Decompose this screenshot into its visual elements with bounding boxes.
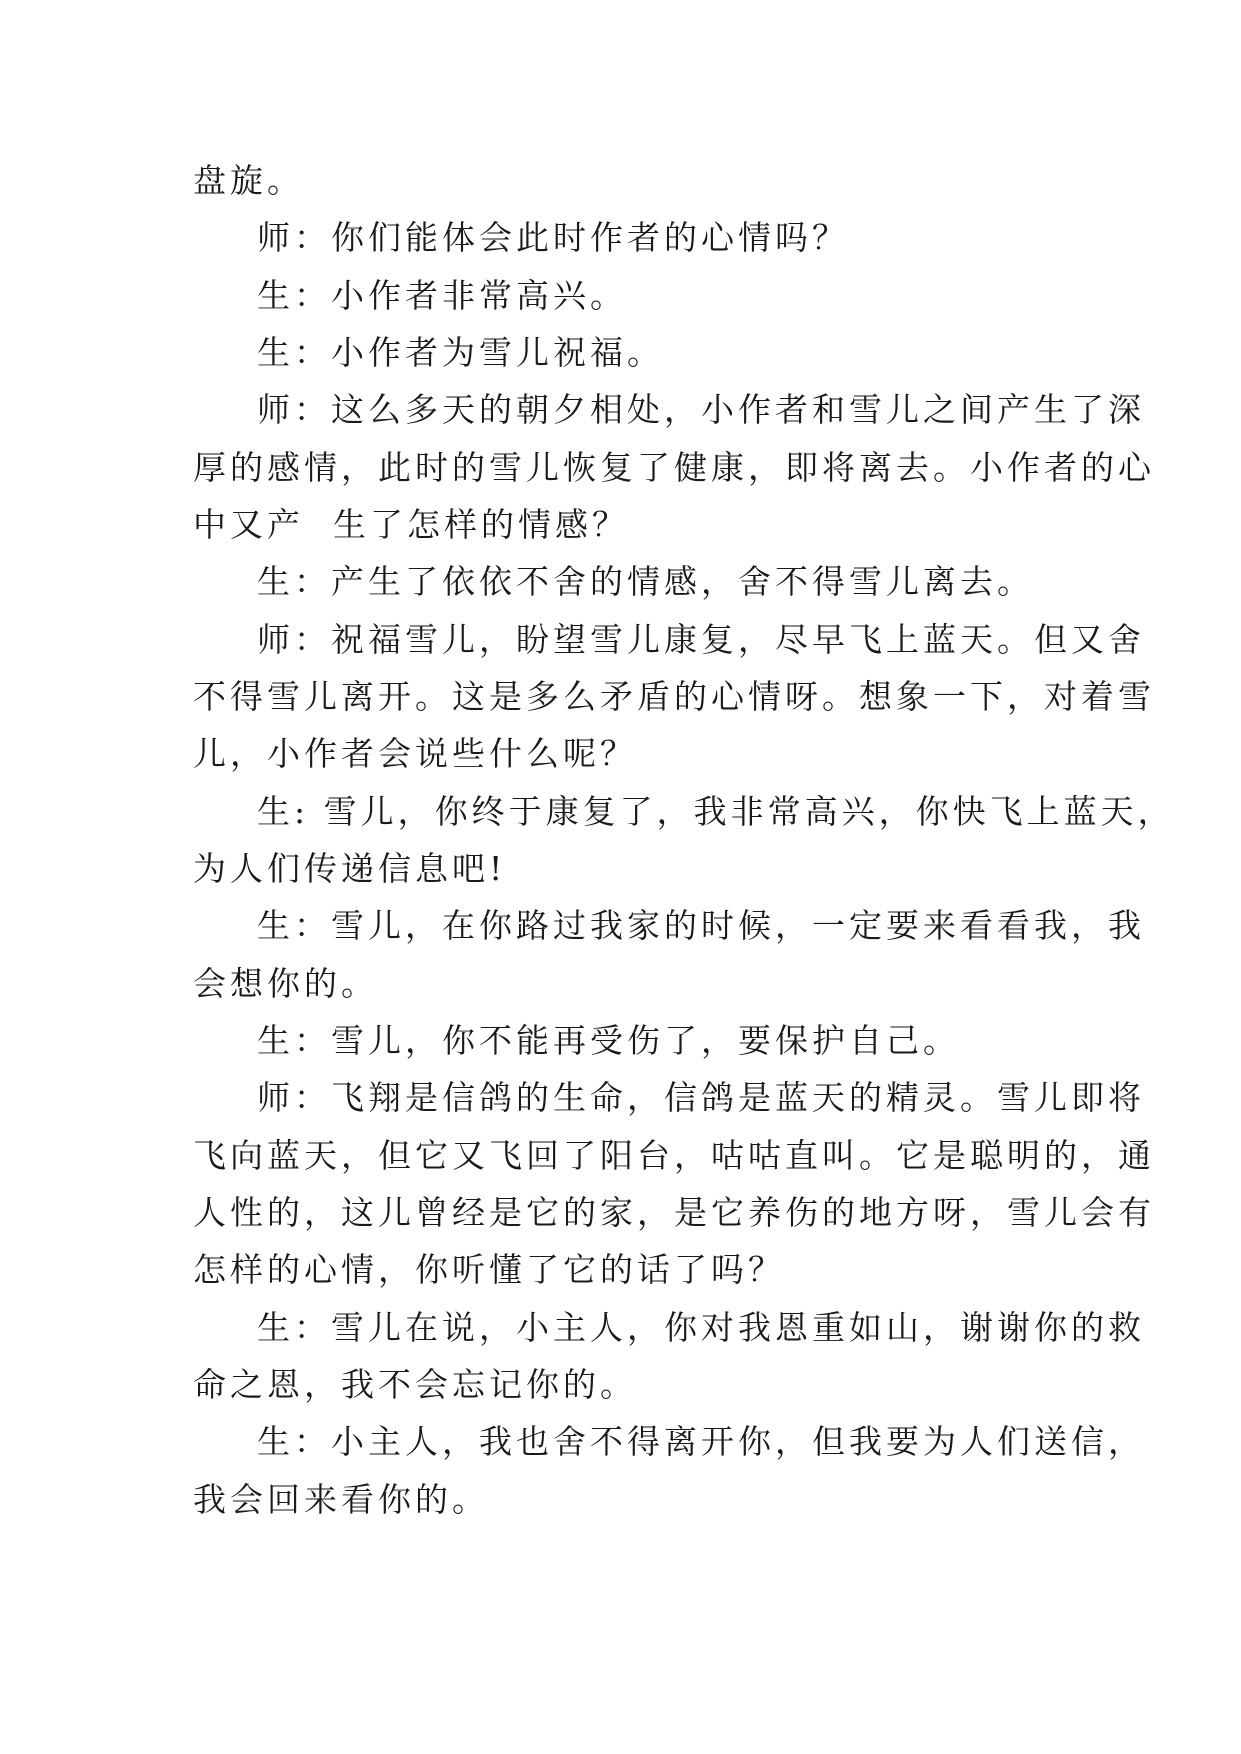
text-line: 为人们传递信息吧! <box>193 849 507 888</box>
text-line: 师：飞翔是信鸽的生命，信鸽是蓝天的精灵。雪儿即将 <box>257 1078 1145 1117</box>
text-line: 怎样的心情，你听懂了它的话了吗？ <box>193 1250 785 1289</box>
text-line: 飞向蓝天，但它又飞回了阳台，咕咕直叫。它是聪明的，通 <box>193 1136 1155 1175</box>
text-line: 盘旋。 <box>193 161 304 200</box>
text-line: 人性的，这儿曾经是它的家，是它养伤的地方呀，雪儿会有 <box>193 1193 1155 1232</box>
text-line: 生：小主人，我也舍不得离开你，但我要为人们送信， <box>257 1422 1145 1461</box>
text-line: 师：你们能体会此时作者的心情吗？ <box>257 218 849 257</box>
text-line: 儿，小作者会说些什么呢？ <box>193 734 637 773</box>
text-line: 命之恩，我不会忘记你的。 <box>193 1365 637 1404</box>
text-line: 生：雪儿在说，小主人，你对我恩重如山，谢谢你的救 <box>257 1308 1145 1347</box>
text-line: 会想你的。 <box>193 964 378 1003</box>
text-line: 中又产 生了怎样的情感？ <box>193 505 629 544</box>
text-line: 生：产生了依依不舍的情感，舍不得雪儿离去。 <box>257 562 1034 601</box>
text-line: 师：这么多天的朝夕相处，小作者和雪儿之间产生了深 <box>257 390 1145 429</box>
text-line: 不得雪儿离开。这是多么矛盾的心情呀。想象一下，对着雪 <box>193 677 1155 716</box>
text-line: 生：小作者为雪儿祝福。 <box>257 333 664 372</box>
text-line: 生：雪儿，在你路过我家的时候，一定要来看看我，我 <box>257 906 1145 945</box>
text-line: 生: 雪儿，你终于康复了，我非常高兴，你快飞上蓝天， <box>257 792 1175 831</box>
text-line: 师：祝福雪儿，盼望雪儿康复，尽早飞上蓝天。但又舍 <box>257 620 1145 659</box>
text-line: 生：小作者非常高兴。 <box>257 276 627 315</box>
text-line: 厚的感情，此时的雪儿恢复了健康，即将离去。小作者的心 <box>193 448 1155 487</box>
text-line: 生：雪儿，你不能再受伤了，要保护自己。 <box>257 1021 960 1060</box>
text-line: 我会回来看你的。 <box>193 1480 489 1519</box>
